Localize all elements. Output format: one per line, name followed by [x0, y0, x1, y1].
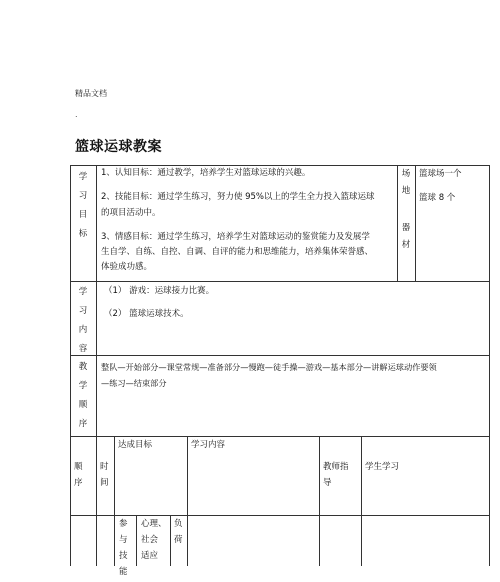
order-header-char-1: 顺 [74, 462, 83, 472]
venue-label-2: 地 [401, 186, 411, 196]
goal-subdivider-2 [170, 515, 171, 566]
time-column-divider [114, 436, 115, 566]
table-divider-header [70, 515, 490, 516]
content-column-divider [319, 436, 320, 566]
goal-header: 达成目标 [118, 440, 153, 450]
content-item-2: （2） 篮球运球技术。 [104, 309, 189, 319]
objective-item-1: 1、认知目标：通过教学，培养学生对篮球运球的兴趣。 [101, 168, 311, 178]
time-header-char-2: 间 [100, 478, 109, 488]
table-border-left [70, 165, 71, 566]
goal-column-divider [187, 436, 188, 566]
venue-divider-right [415, 165, 416, 281]
venue-value-court: 篮球场一个 [419, 169, 462, 179]
table-divider-content [70, 355, 490, 356]
objectives-label-char: 标 [78, 229, 88, 239]
teacher-column-divider [361, 436, 362, 566]
content-label-char: 学 [78, 287, 88, 297]
venue-label-1: 场 [401, 169, 411, 179]
teacher-header-line-2: 导 [323, 478, 332, 488]
content-label [74, 283, 92, 359]
participation-char-2: 与 [119, 535, 128, 545]
mental-line-1: 心理、 [141, 519, 167, 529]
objective-item-3-line-3: 体验成功感。 [101, 262, 153, 272]
sequence-label-char: 顺 [78, 400, 88, 410]
venue-divider-left [397, 165, 398, 281]
order-header-char-2: 序 [74, 478, 83, 488]
sequence-label-char: 序 [78, 419, 88, 429]
learning-content-header: 学习内容 [191, 440, 226, 450]
sequence-label [74, 358, 92, 434]
load-char-2: 荷 [174, 535, 183, 545]
student-header: 学生学习 [365, 462, 400, 472]
participation-char-1: 参 [119, 519, 128, 529]
objectives-label-char: 学 [78, 172, 88, 182]
objective-item-3-line-1: 3、情感目标：通过学生练习，培养学生对篮球运动的鉴赏能力及发展学 [101, 232, 370, 242]
objective-item-2-line-2: 的项目活动中。 [101, 208, 161, 218]
participation-char-4: 能 [119, 567, 128, 577]
sequence-line-2: —练习—结束部分 [101, 378, 167, 388]
objective-item-3-line-2: 生自学、自练、自控、自调、自评的能力和思维能力，培养集体荣誉感、 [101, 247, 374, 257]
content-label-char: 容 [78, 344, 88, 354]
objectives-label-char: 目 [78, 210, 88, 220]
document-header-note: 精品文档 [75, 89, 107, 98]
venue-label-3: 器 [401, 223, 411, 233]
venue-value-balls: 篮球 8 个 [419, 193, 456, 203]
objectives-label-char: 习 [78, 191, 88, 201]
label-column-divider [96, 165, 97, 436]
content-item-1: （1） 游戏：运球接力比赛。 [104, 286, 215, 296]
sequence-line-1: 整队—开始部分—课堂常规—准备部分—慢跑—徒手操—游戏—基本部分—讲解运球动作要领 [101, 362, 437, 372]
load-char-1: 负 [174, 519, 183, 529]
table-border-right [489, 165, 490, 566]
order-column-divider [96, 436, 97, 566]
time-header-char-1: 时 [100, 462, 109, 472]
document-title: 篮球运球教案 [75, 139, 162, 155]
teacher-header-line-1: 教师指 [323, 462, 349, 472]
sequence-label-char: 学 [78, 381, 88, 391]
objectives-label [74, 168, 92, 244]
mental-line-3: 适应 [141, 551, 159, 561]
sequence-label-char: 教 [78, 362, 88, 372]
venue-label-4: 材 [401, 240, 411, 250]
objective-item-2-line-1: 2、技能目标：通过学生练习，努力使 95%以上的学生全力投入篮球运球 [101, 192, 375, 202]
content-label-char: 习 [78, 306, 88, 316]
header-dot: . [75, 110, 78, 119]
content-label-char: 内 [78, 325, 88, 335]
mental-line-2: 社会 [141, 535, 159, 545]
participation-char-3: 技 [119, 551, 128, 561]
goal-subdivider-1 [136, 515, 137, 566]
